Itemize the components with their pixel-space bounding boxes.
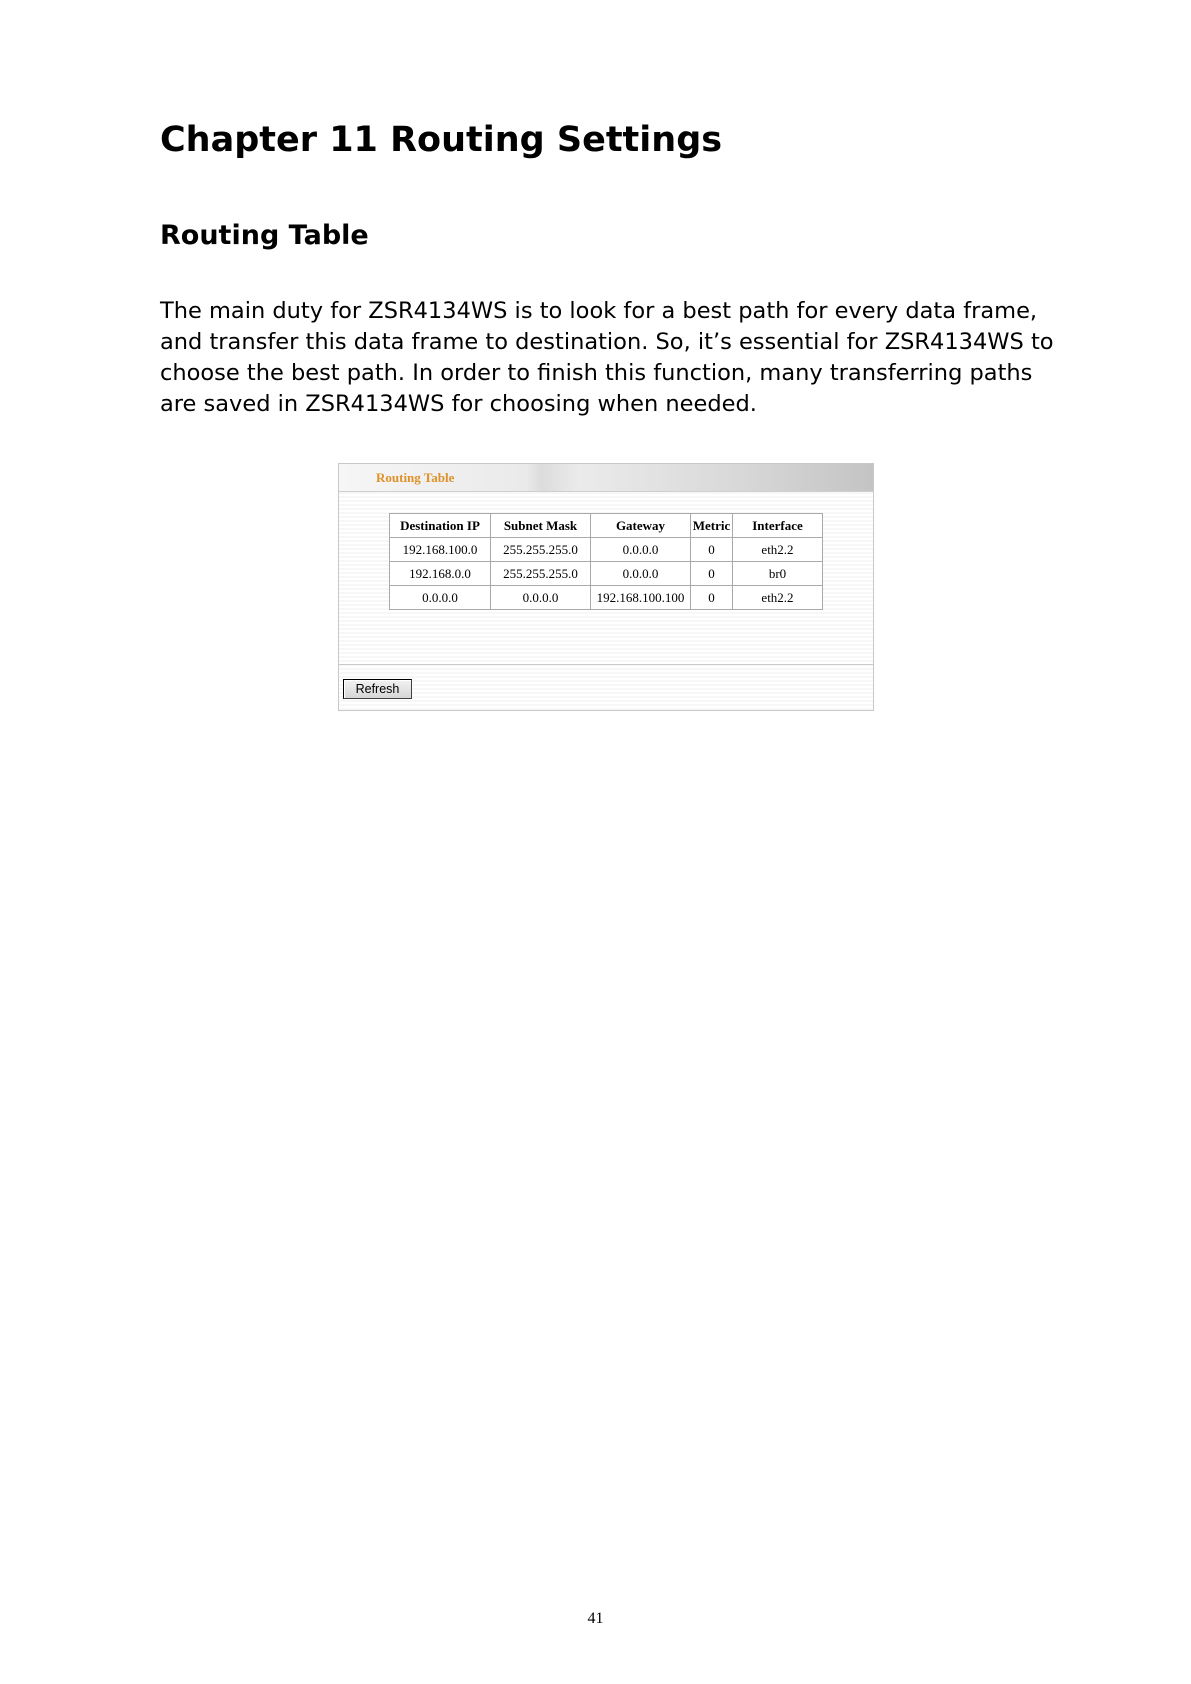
cell-destination-ip: 192.168.100.0	[390, 538, 491, 562]
paragraph-line: are saved in ZSR4134WS for choosing when needed.	[160, 391, 757, 417]
section-title: Routing Table	[160, 220, 369, 251]
page-number: 41	[587, 1610, 604, 1627]
cell-metric: 0	[691, 586, 733, 610]
routing-table-screenshot	[338, 463, 874, 711]
table-row	[390, 538, 823, 562]
panel-divider	[339, 664, 873, 665]
column-header-metric: Metric	[691, 514, 733, 538]
paragraph-line: and transfer this data frame to destination. So, it’s essential for ZSR4134WS to	[160, 329, 1054, 355]
paragraph-line: The main duty for ZSR4134WS is to look for a best path for every data frame,	[160, 298, 1038, 324]
cell-interface: eth2.2	[733, 538, 823, 562]
cell-metric: 0	[691, 562, 733, 586]
cell-metric: 0	[691, 538, 733, 562]
cell-destination-ip: 0.0.0.0	[390, 586, 491, 610]
cell-gateway: 0.0.0.0	[591, 562, 691, 586]
cell-subnet-mask: 0.0.0.0	[491, 586, 591, 610]
table-row	[390, 586, 823, 610]
panel-header	[339, 464, 873, 492]
column-header-gateway: Gateway	[591, 514, 691, 538]
refresh-button[interactable]: Refresh	[343, 679, 412, 699]
cell-destination-ip: 192.168.0.0	[390, 562, 491, 586]
body-paragraph	[160, 296, 1080, 420]
cell-subnet-mask: 255.255.255.0	[491, 562, 591, 586]
column-header-interface: Interface	[733, 514, 823, 538]
column-header-subnet-mask: Subnet Mask	[491, 514, 591, 538]
table-row	[390, 562, 823, 586]
chapter-title: Chapter 11 Routing Settings	[160, 120, 723, 160]
cell-gateway: 192.168.100.100	[591, 586, 691, 610]
routing-table	[389, 513, 823, 610]
cell-interface: br0	[733, 562, 823, 586]
paragraph-line: choose the best path. In order to finish this function, many transferring paths	[160, 360, 1033, 386]
cell-gateway: 0.0.0.0	[591, 538, 691, 562]
cell-interface: eth2.2	[733, 586, 823, 610]
table-header-row	[390, 514, 823, 538]
column-header-destination-ip: Destination IP	[390, 514, 491, 538]
panel-title: Routing Table	[376, 470, 455, 485]
cell-subnet-mask: 255.255.255.0	[491, 538, 591, 562]
